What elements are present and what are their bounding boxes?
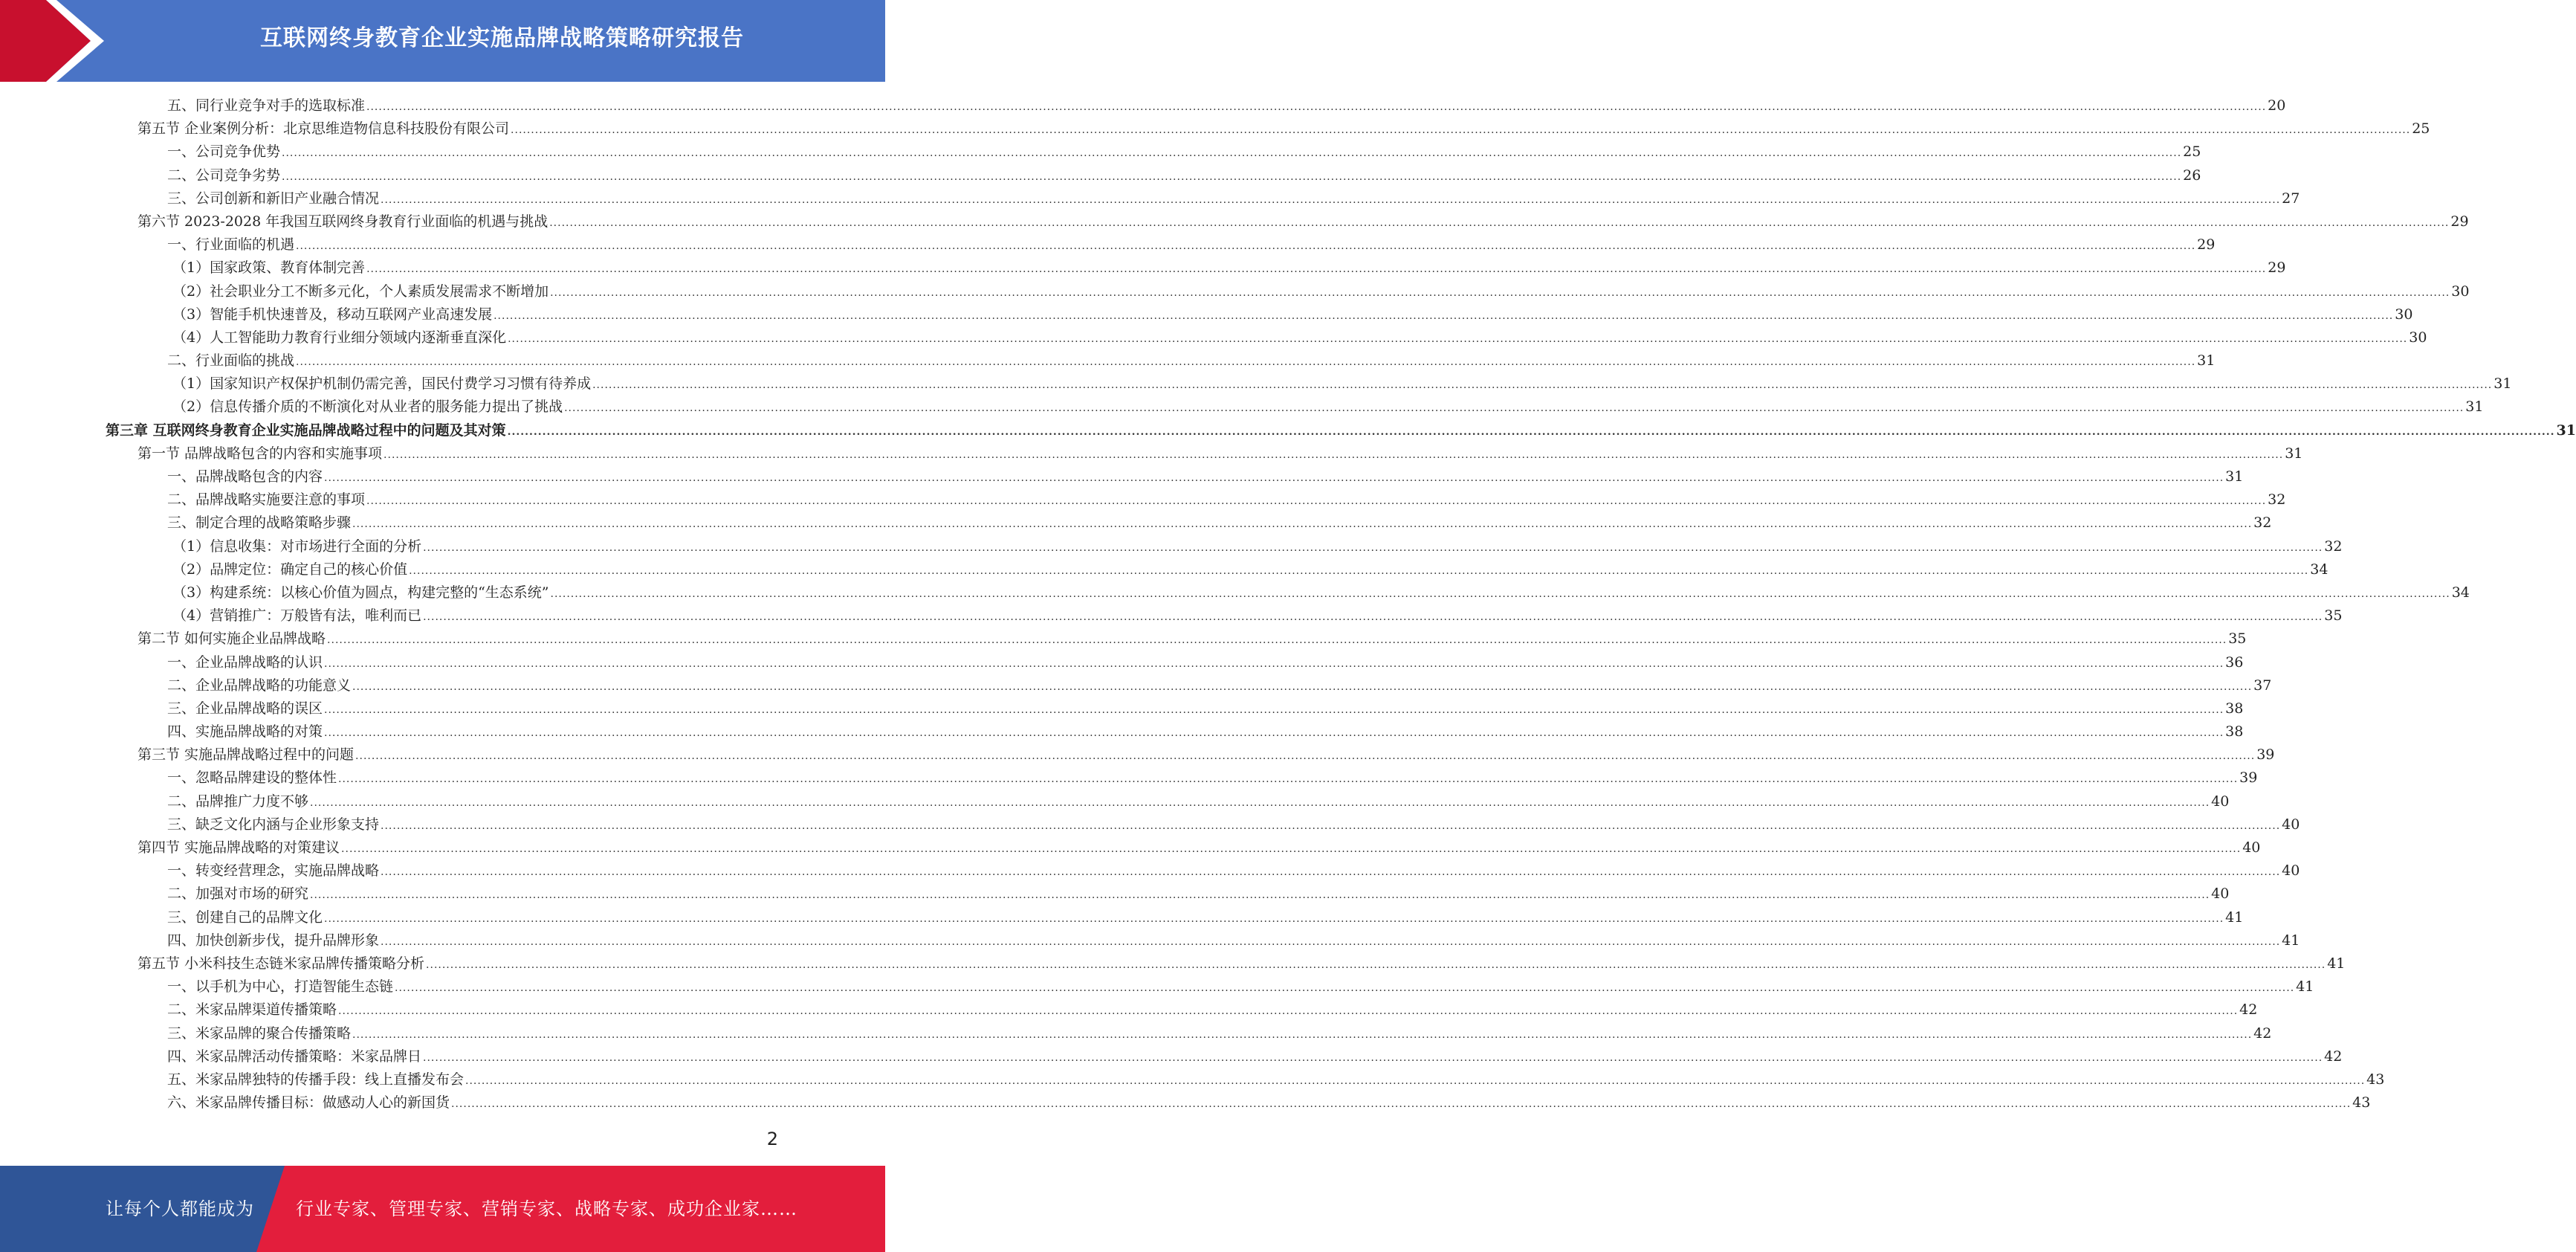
toc-entry-page: 38 bbox=[2225, 723, 2244, 740]
toc-entry[interactable] bbox=[0, 349, 2216, 372]
toc-entry-title: 一、公司竞争优势 bbox=[167, 143, 281, 161]
toc-entry[interactable] bbox=[0, 164, 2201, 187]
toc-entry-title: 二、米家品牌渠道传播策略 bbox=[167, 1001, 337, 1019]
toc-entry-title: 第五节 小米科技生态链米家品牌传播策略分析 bbox=[137, 955, 425, 972]
toc-entry[interactable] bbox=[0, 998, 2258, 1022]
toc-entry[interactable] bbox=[0, 256, 2286, 280]
toc-entry-page: 37 bbox=[2253, 677, 2272, 694]
toc-entry[interactable] bbox=[0, 442, 2303, 465]
toc-entry[interactable] bbox=[0, 419, 2576, 442]
toc-dot-leader bbox=[493, 305, 2393, 328]
toc-entry[interactable] bbox=[0, 280, 2470, 303]
toc-entry-page: 43 bbox=[2352, 1094, 2371, 1111]
toc-entry[interactable] bbox=[0, 465, 2244, 488]
toc-entry-title: （1）国家知识产权保护机制仍需完善，国民付费学习习惯有待养成 bbox=[172, 375, 592, 393]
toc-entry[interactable] bbox=[0, 117, 2430, 141]
toc-entry-title: 第一节 品牌战略包含的内容和实施事项 bbox=[137, 445, 383, 462]
toc-entry-page: 40 bbox=[2282, 816, 2300, 833]
toc-entry[interactable] bbox=[0, 790, 2230, 813]
toc-entry-title: 三、创建自己的品牌文化 bbox=[167, 909, 323, 926]
toc-dot-leader bbox=[338, 1000, 2238, 1023]
toc-entry-title: 二、加强对市场的研究 bbox=[167, 885, 309, 903]
toc-entry-page: 32 bbox=[2324, 538, 2343, 555]
toc-entry-title: 三、米家品牌的聚合传播策略 bbox=[167, 1024, 352, 1042]
toc-dot-leader bbox=[423, 1047, 2323, 1070]
toc-entry-page: 31 bbox=[2285, 445, 2303, 462]
toc-entry-page: 29 bbox=[2450, 213, 2469, 230]
toc-dot-leader bbox=[352, 1024, 2252, 1047]
toc-entry-page: 35 bbox=[2228, 630, 2247, 648]
red-chevron-graphic bbox=[0, 0, 111, 82]
toc-dot-leader bbox=[324, 699, 2224, 722]
toc-dot-leader bbox=[423, 537, 2323, 560]
toc-entry-title: 二、企业品牌战略的功能意义 bbox=[167, 677, 352, 694]
toc-entry-page: 39 bbox=[2256, 746, 2275, 764]
toc-entry-page: 29 bbox=[2197, 236, 2216, 254]
toc-dot-leader bbox=[451, 1093, 2351, 1116]
toc-entry-page: 30 bbox=[2451, 283, 2470, 300]
toc-dot-leader bbox=[296, 235, 2195, 258]
toc-entry-page: 32 bbox=[2253, 514, 2272, 532]
toc-dot-leader bbox=[381, 931, 2280, 954]
toc-entry[interactable] bbox=[0, 396, 2484, 419]
page-header bbox=[0, 0, 885, 82]
toc-entry[interactable] bbox=[0, 720, 2244, 743]
toc-entry-title: （2）社会职业分工不断多元化，个人素质发展需求不断增加 bbox=[172, 283, 549, 300]
toc-entry-title: 一、行业面临的机遇 bbox=[167, 236, 295, 254]
toc-dot-leader bbox=[282, 142, 2181, 165]
toc-entry[interactable] bbox=[0, 1091, 2371, 1114]
toc-entry-title: 三、制定合理的战略策略步骤 bbox=[167, 514, 352, 532]
toc-entry[interactable] bbox=[0, 372, 2512, 396]
toc-entry-title: （4）营销推广：万般皆有法，唯利而已 bbox=[172, 607, 422, 625]
toc-dot-leader bbox=[395, 977, 2294, 1000]
toc-entry[interactable] bbox=[0, 581, 2470, 604]
toc-entry[interactable] bbox=[0, 535, 2343, 558]
toc-entry-title: 一、忽略品牌建设的整体性 bbox=[167, 769, 337, 787]
toc-entry-page: 25 bbox=[2412, 120, 2430, 138]
toc-entry-page: 30 bbox=[2395, 306, 2413, 323]
toc-entry[interactable] bbox=[0, 1045, 2343, 1068]
toc-entry-page: 42 bbox=[2253, 1024, 2272, 1042]
toc-entry-title: 第三节 实施品牌战略过程中的问题 bbox=[137, 746, 355, 764]
toc-entry-page: 36 bbox=[2225, 654, 2244, 671]
toc-dot-leader bbox=[355, 745, 2255, 768]
toc-dot-leader bbox=[592, 374, 2492, 397]
footer-slogan-right: 行业专家、管理专家、营销专家、战略专家、成功企业家…… bbox=[296, 1198, 797, 1219]
toc-entry-title: （3）智能手机快速普及，移动互联网产业高速发展 bbox=[172, 306, 493, 323]
toc-entry-title: 一、企业品牌战略的认识 bbox=[167, 654, 323, 671]
toc-entry-page: 31 bbox=[2556, 422, 2576, 439]
toc-entry[interactable] bbox=[0, 488, 2286, 512]
toc-dot-leader bbox=[324, 467, 2224, 490]
toc-entry-title: （1）国家政策、教育体制完善 bbox=[172, 259, 366, 277]
toc-entry[interactable] bbox=[0, 512, 2272, 535]
toc-entry-page: 31 bbox=[2225, 468, 2244, 485]
toc-entry[interactable] bbox=[0, 743, 2275, 767]
toc-dot-leader bbox=[327, 629, 2227, 652]
toc-entry-page: 30 bbox=[2409, 329, 2427, 346]
toc-entry[interactable] bbox=[0, 929, 2300, 952]
toc-entry-page: 25 bbox=[2183, 143, 2201, 161]
toc-entry[interactable] bbox=[0, 604, 2343, 627]
footer-slogan-left: 让每个人都能成为 bbox=[106, 1198, 254, 1219]
toc-entry-title: 四、米家品牌活动传播策略：米家品牌日 bbox=[167, 1048, 422, 1065]
toc-entry-title: 四、加快创新步伐，提升品牌形象 bbox=[167, 932, 380, 949]
toc-entry-title: 三、企业品牌战略的误区 bbox=[167, 700, 323, 717]
toc-entry[interactable] bbox=[0, 141, 2201, 164]
toc-dot-leader bbox=[366, 490, 2266, 513]
toc-entry[interactable] bbox=[0, 813, 2300, 836]
toc-entry-page: 26 bbox=[2183, 167, 2201, 184]
toc-entry-page: 31 bbox=[2465, 398, 2484, 416]
toc-entry[interactable] bbox=[0, 697, 2244, 720]
toc-entry-title: 一、转变经营理念，实施品牌战略 bbox=[167, 862, 380, 880]
toc-dot-leader bbox=[324, 722, 2224, 745]
toc-dot-leader bbox=[341, 838, 2241, 861]
toc-dot-leader bbox=[465, 1070, 2365, 1093]
toc-dot-leader bbox=[381, 861, 2280, 884]
toc-entry-page: 20 bbox=[2268, 97, 2286, 114]
toc-entry-title: 一、以手机为中心，打造智能生态链 bbox=[167, 978, 394, 996]
toc-entry-title: 五、同行业竞争对手的选取标准 bbox=[167, 97, 366, 114]
toc-dot-leader bbox=[508, 328, 2407, 351]
toc-entry-page: 27 bbox=[2282, 190, 2300, 207]
toc-entry-page: 42 bbox=[2239, 1001, 2258, 1019]
toc-entry[interactable] bbox=[0, 975, 2314, 998]
toc-entry-page: 29 bbox=[2268, 259, 2286, 277]
toc-dot-leader bbox=[551, 583, 2450, 606]
toc-dot-leader bbox=[296, 351, 2195, 374]
toc-entry-title: 二、行业面临的挑战 bbox=[167, 352, 295, 370]
toc-entry-title: 第六节 2023-2028 年我国互联网终身教育行业面临的机遇与挑战 bbox=[137, 213, 548, 230]
toc-entry-title: 四、实施品牌战略的对策 bbox=[167, 723, 323, 740]
toc-entry[interactable] bbox=[0, 1068, 2385, 1091]
toc-dot-leader bbox=[310, 792, 2210, 815]
toc-entry[interactable] bbox=[0, 906, 2244, 929]
toc-entry[interactable] bbox=[0, 210, 2469, 233]
report-title: 互联网终身教育企业实施品牌战略策略研究报告 bbox=[260, 25, 744, 51]
toc-dot-leader bbox=[310, 884, 2210, 907]
toc-entry-title: 二、公司竞争劣势 bbox=[167, 167, 281, 184]
toc-entry-page: 40 bbox=[2242, 839, 2261, 856]
toc-dot-leader bbox=[550, 282, 2450, 305]
toc-dot-leader bbox=[366, 258, 2266, 281]
toc-entry[interactable] bbox=[0, 952, 2346, 975]
toc-entry-page: 41 bbox=[2282, 932, 2300, 949]
toc-entry-title: （1）信息收集：对市场进行全面的分析 bbox=[172, 538, 422, 555]
toc-entry-page: 31 bbox=[2494, 375, 2512, 393]
toc-entry-title: 二、品牌战略实施要注意的事项 bbox=[167, 491, 366, 509]
toc-dot-leader bbox=[352, 513, 2252, 536]
toc-dot-leader bbox=[511, 119, 2410, 142]
toc-entry[interactable] bbox=[0, 836, 2261, 859]
toc-entry-page: 31 bbox=[2197, 352, 2216, 370]
toc-entry-page: 40 bbox=[2211, 793, 2230, 810]
toc-entry[interactable] bbox=[0, 94, 2286, 117]
toc-entry-title: 第四节 实施品牌战略的对策建议 bbox=[137, 839, 340, 856]
toc-entry-page: 32 bbox=[2268, 491, 2286, 509]
toc-dot-leader bbox=[564, 397, 2464, 420]
toc-entry-page: 41 bbox=[2327, 955, 2346, 972]
toc-entry-title: 一、品牌战略包含的内容 bbox=[167, 468, 323, 485]
toc-dot-leader bbox=[381, 189, 2280, 212]
toc-entry-page: 34 bbox=[2310, 561, 2329, 578]
toc-entry[interactable] bbox=[0, 187, 2300, 210]
toc-entry[interactable] bbox=[0, 882, 2230, 906]
toc-entry-title: （3）构建系统：以核心价值为圆点，构建完整的“生态系统” bbox=[172, 584, 549, 601]
toc-entry-page: 40 bbox=[2282, 862, 2300, 880]
toc-dot-leader bbox=[366, 96, 2266, 119]
toc-entry-title: 三、缺乏文化内涵与企业形象支持 bbox=[167, 816, 380, 833]
toc-entry-title: 六、米家品牌传播目标：做感动人心的新国货 bbox=[167, 1094, 450, 1111]
toc-dot-leader bbox=[338, 768, 2238, 791]
toc-entry-page: 34 bbox=[2451, 584, 2470, 601]
toc-entry-page: 38 bbox=[2225, 700, 2244, 717]
toc-dot-leader bbox=[409, 560, 2308, 583]
toc-entry[interactable] bbox=[0, 674, 2272, 697]
toc-entry-title: （4）人工智能助力教育行业细分领域内逐渐垂直深化 bbox=[172, 329, 507, 346]
toc-entry-page: 39 bbox=[2239, 769, 2258, 787]
toc-entry[interactable] bbox=[0, 627, 2247, 651]
toc-entry-title: 五、米家品牌独特的传播手段：线上直播发布会 bbox=[167, 1071, 465, 1088]
toc-entry-page: 42 bbox=[2324, 1048, 2343, 1065]
toc-entry[interactable] bbox=[0, 1022, 2272, 1045]
toc-dot-leader bbox=[549, 212, 2449, 235]
toc-entry[interactable] bbox=[0, 651, 2244, 674]
toc-entry-page: 41 bbox=[2296, 978, 2314, 996]
toc-entry-title: （2）信息传播介质的不断演化对从业者的服务能力提出了挑战 bbox=[172, 398, 563, 416]
toc-entry-title: 第五节 企业案例分析：北京思维造物信息科技股份有限公司 bbox=[137, 120, 510, 138]
page-number: 2 bbox=[766, 1129, 778, 1149]
toc-entry-page: 43 bbox=[2366, 1071, 2385, 1088]
toc-entry-page: 40 bbox=[2211, 885, 2230, 903]
toc-entry[interactable] bbox=[0, 558, 2329, 581]
toc-entry-page: 41 bbox=[2225, 909, 2244, 926]
toc-entry[interactable] bbox=[0, 326, 2427, 349]
toc-dot-leader bbox=[381, 815, 2280, 838]
toc-dot-leader bbox=[423, 606, 2323, 629]
toc-entry[interactable] bbox=[0, 859, 2300, 882]
toc-entry[interactable] bbox=[0, 303, 2413, 326]
toc-dot-leader bbox=[426, 954, 2326, 977]
toc-entry-title: 第三章 互联网终身教育企业实施品牌战略过程中的问题及其对策 bbox=[106, 422, 506, 439]
toc-entry[interactable] bbox=[0, 767, 2258, 790]
toc-dot-leader bbox=[324, 653, 2224, 676]
toc-dot-leader bbox=[352, 676, 2252, 699]
toc-dot-leader bbox=[508, 421, 2555, 444]
toc-entry-title: 三、公司创新和新旧产业融合情况 bbox=[167, 190, 380, 207]
toc-entry[interactable] bbox=[0, 233, 2216, 256]
toc-entry-title: 二、品牌推广力度不够 bbox=[167, 793, 309, 810]
toc-dot-leader bbox=[324, 908, 2224, 931]
toc-entry-title: 第二节 如何实施企业品牌战略 bbox=[137, 630, 326, 648]
toc-entry-page: 35 bbox=[2324, 607, 2343, 625]
table-of-contents bbox=[0, 94, 2576, 1114]
page-footer bbox=[0, 1166, 885, 1252]
toc-dot-leader bbox=[384, 444, 2283, 467]
toc-entry-title: （2）品牌定位：确定自己的核心价值 bbox=[172, 561, 408, 578]
toc-dot-leader bbox=[282, 166, 2181, 189]
